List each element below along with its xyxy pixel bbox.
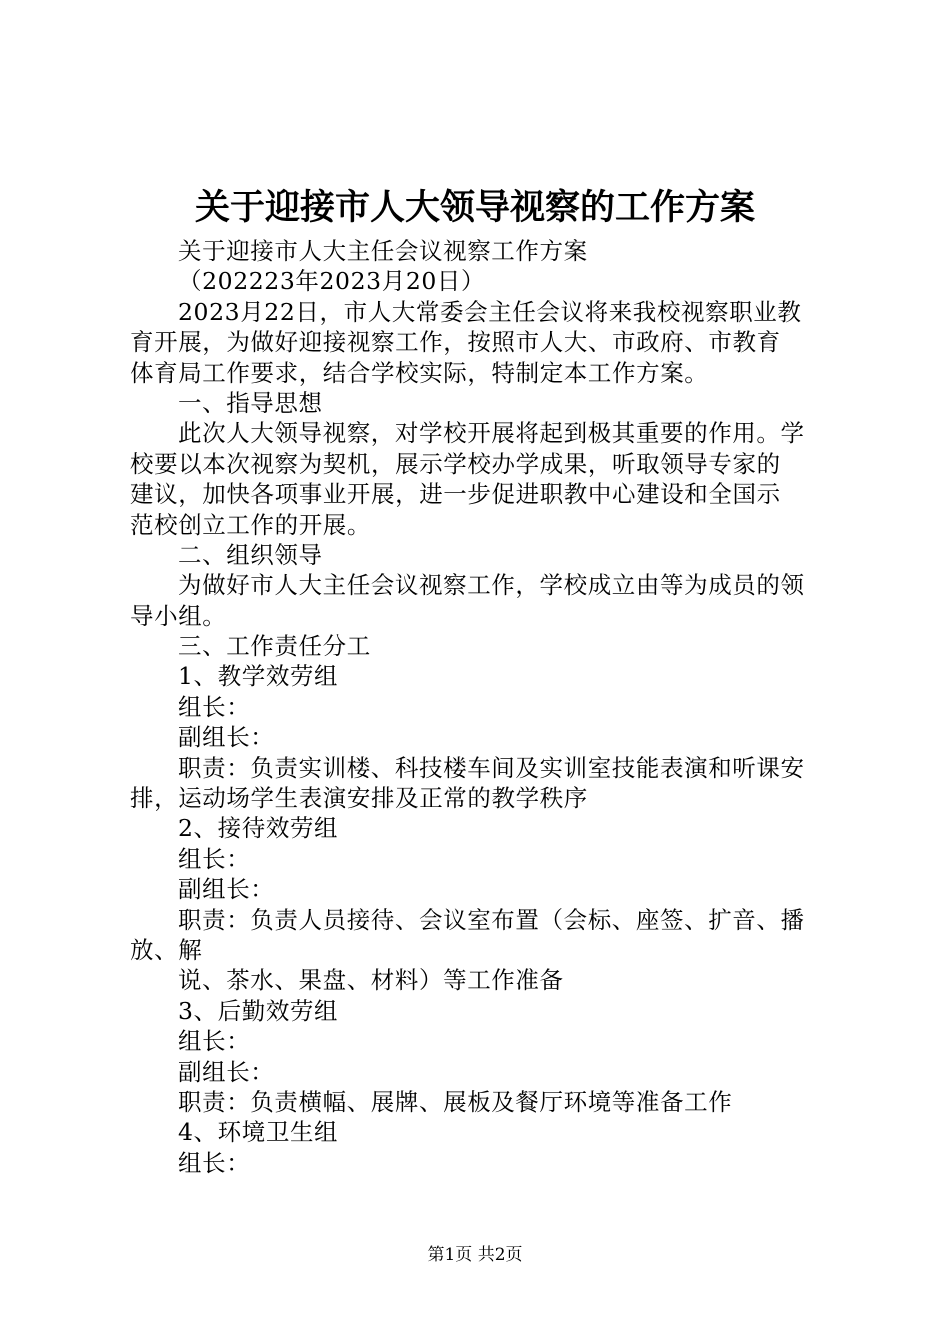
leader-line: 组长：: [178, 1148, 251, 1177]
paragraph-line: 体育局工作要求，结合学校实际，特制定本工作方案。: [130, 358, 709, 387]
duty-line: 排，运动场学生表演安排及正常的教学秩序: [130, 784, 588, 813]
subtitle-line: 关于迎接市人大主任会议视察工作方案: [178, 237, 588, 265]
document-title: 关于迎接市人大领导视察的工作方案: [194, 187, 755, 228]
paragraph-line: 范校创立工作的开展。: [130, 510, 371, 539]
section-heading: 三、工作责任分工: [178, 632, 371, 661]
paragraph-line: 导小组。: [130, 601, 227, 630]
section-heading: 二、组织领导: [178, 540, 323, 569]
group-heading: 2、接待效劳组: [178, 814, 339, 843]
date-line: （202223年2023月20日）: [178, 267, 486, 296]
page-footer: 第1页 共2页: [427, 1245, 523, 1265]
document-body: [130, 236, 840, 1178]
deputy-leader-line: 副组长：: [178, 875, 275, 904]
deputy-leader-line: 副组长：: [178, 723, 275, 752]
duty-line: 放、解: [130, 935, 203, 964]
leader-line: 组长：: [178, 692, 251, 721]
paragraph-line: 建议，加快各项事业开展，进一步促进职教中心建设和全国示: [130, 480, 781, 509]
duty-line: 职责：负责人员接待、会议室布置（会标、座签、扩音、播: [178, 905, 805, 934]
section-heading: 一、指导思想: [178, 388, 323, 417]
group-heading: 1、教学效劳组: [178, 662, 339, 691]
group-heading: 4、环境卫生组: [178, 1118, 339, 1147]
paragraph-line: 2023月22日，市人大常委会主任会议将来我校视察职业教: [178, 297, 802, 326]
group-heading: 3、后勤效劳组: [178, 996, 339, 1025]
duty-line: 职责：负责横幅、展牌、展板及餐厅环境等准备工作: [178, 1087, 733, 1116]
paragraph-line: 此次人大领导视察，对学校开展将起到极其重要的作用。学: [178, 419, 805, 448]
paragraph-line: 育开展，为做好迎接视察工作，按照市人大、市政府、市教育: [130, 328, 781, 357]
duty-line: 说、茶水、果盘、材料）等工作准备: [178, 966, 564, 995]
paragraph-line: 校要以本次视察为契机，展示学校办学成果，听取领导专家的: [130, 449, 781, 478]
deputy-leader-line: 副组长：: [178, 1057, 275, 1086]
paragraph-line: 为做好市人大主任会议视察工作，学校成立由等为成员的领: [178, 571, 805, 600]
duty-line: 职责：负责实训楼、科技楼车间及实训室技能表演和听课安: [178, 753, 805, 782]
leader-line: 组长：: [178, 1027, 251, 1056]
leader-line: 组长：: [178, 844, 251, 873]
